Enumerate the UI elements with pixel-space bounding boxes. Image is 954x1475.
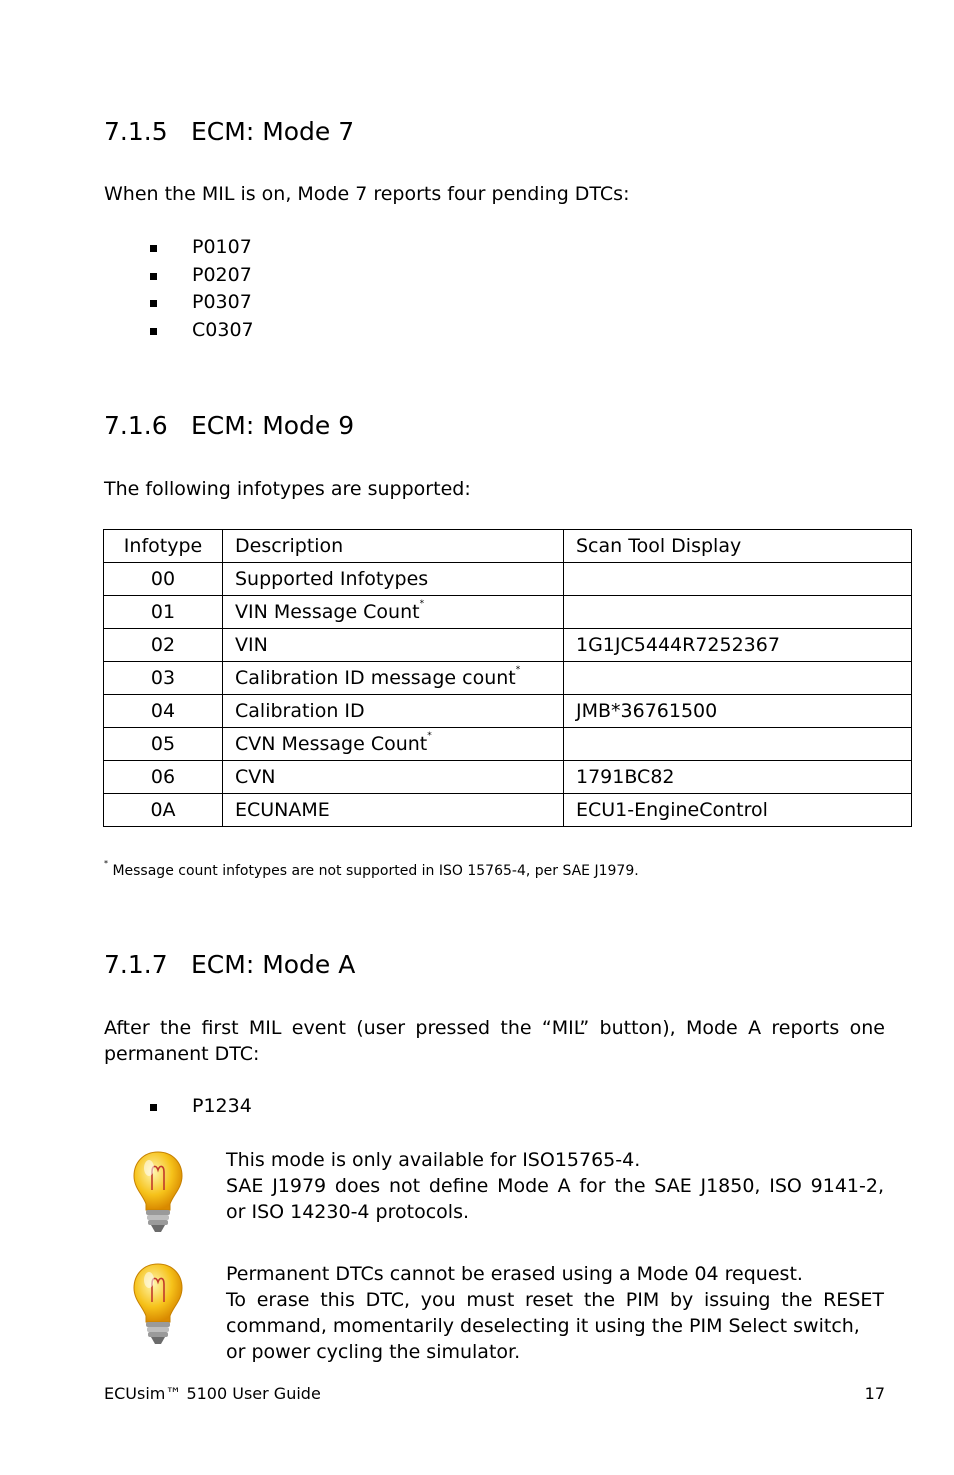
section-number: 7.1.6 xyxy=(104,411,168,440)
table-row xyxy=(104,662,912,695)
description-cell: VIN Message Count* xyxy=(223,596,564,629)
description-cell: Supported Infotypes xyxy=(223,563,564,596)
section-intro: The following infotypes are supported: xyxy=(104,478,471,500)
infotype-cell: 04 xyxy=(104,695,223,728)
section-heading-7-1-5 xyxy=(104,117,704,149)
display-cell: JMB*36761500 xyxy=(564,695,912,728)
table-row xyxy=(104,761,912,794)
section-heading-7-1-7 xyxy=(104,950,704,982)
description-cell: Calibration ID xyxy=(223,695,564,728)
infotype-cell: 06 xyxy=(104,761,223,794)
section-number: 7.1.7 xyxy=(104,950,168,979)
display-cell xyxy=(564,563,912,596)
section-title: ECM: Mode 7 xyxy=(191,117,355,146)
description-cell: Calibration ID message count* xyxy=(223,662,564,695)
section-number: 7.1.5 xyxy=(104,117,168,146)
lightbulb-icon xyxy=(130,1148,186,1238)
section-title: ECM: Mode A xyxy=(191,950,356,979)
footnote-text: Message count infotypes are not supported in ISO 15765-4, per SAE J1979. xyxy=(108,863,639,879)
display-cell: ECU1-EngineControl xyxy=(564,794,912,827)
table-row xyxy=(104,596,912,629)
description-cell: ECUNAME xyxy=(223,794,564,827)
column-header: Description xyxy=(223,530,564,563)
infotype-cell: 02 xyxy=(104,629,223,662)
infotype-cell: 0A xyxy=(104,794,223,827)
description-cell: VIN xyxy=(223,629,564,662)
bullet-list: P0107 P0207 P0307 C0307 xyxy=(150,236,450,348)
infotype-cell: 03 xyxy=(104,662,223,695)
footnote-marker: * xyxy=(515,665,521,675)
note-text: Permanent DTCs cannot be erased using a Mode 04 request. To erase this DTC, you must reset the PIM by issuing the RESET command, momentarily deselecting it using the PIM Select switch, or power cycling the simulator. xyxy=(226,1263,884,1363)
footer-title: ECUsim™ 5100 User Guide xyxy=(104,1384,321,1403)
display-cell: 1791BC82 xyxy=(564,761,912,794)
column-header: Scan Tool Display xyxy=(564,530,912,563)
display-cell xyxy=(564,728,912,761)
note-text: This mode is only available for ISO15765-4. SAE J1979 does not define Mode A for the SAE J1850, ISO 9141-2, or ISO 14230-4 protocols. xyxy=(226,1149,884,1223)
bullet-square-icon xyxy=(150,328,157,335)
footnote-marker: * xyxy=(104,859,108,868)
bullet-square-icon xyxy=(150,300,157,307)
footnote-marker: * xyxy=(419,599,425,609)
section-intro: After the first MIL event (user pressed the “MIL” button), Mode A reports one permanent DTC: xyxy=(104,1017,885,1065)
table-footnote xyxy=(104,859,639,879)
section-title: ECM: Mode 9 xyxy=(191,411,355,440)
bullet-list: P1234 xyxy=(150,1095,450,1123)
table-row xyxy=(104,695,912,728)
infotype-cell: 00 xyxy=(104,563,223,596)
table-row xyxy=(104,629,912,662)
table-header-row xyxy=(104,530,912,563)
column-header: Infotype xyxy=(104,530,223,563)
display-cell xyxy=(564,662,912,695)
infotype-table xyxy=(103,529,912,827)
description-cell: CVN Message Count* xyxy=(223,728,564,761)
infotype-cell: 05 xyxy=(104,728,223,761)
infotype-cell: 01 xyxy=(104,596,223,629)
section-intro: When the MIL is on, Mode 7 reports four pending DTCs: xyxy=(104,183,630,205)
display-cell: 1G1JC5444R7252367 xyxy=(564,629,912,662)
bullet-square-icon xyxy=(150,1104,157,1111)
table-row xyxy=(104,728,912,761)
bullet-square-icon xyxy=(150,273,157,280)
page-number: 17 xyxy=(864,1384,885,1403)
description-cell: CVN xyxy=(223,761,564,794)
table-row xyxy=(104,794,912,827)
table-row xyxy=(104,563,912,596)
lightbulb-icon xyxy=(130,1260,186,1350)
bullet-square-icon xyxy=(150,245,157,252)
section-heading-7-1-6 xyxy=(104,411,704,443)
footnote-marker: * xyxy=(427,731,432,741)
display-cell xyxy=(564,596,912,629)
